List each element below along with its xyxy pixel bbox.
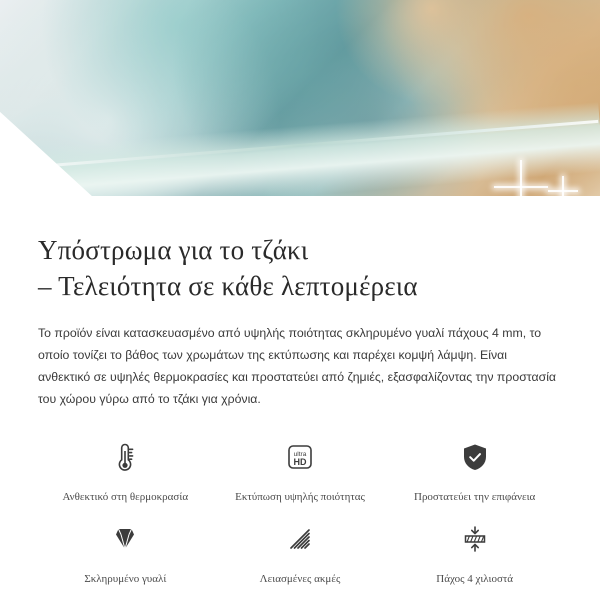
feature-item-surface-protection (387, 434, 562, 504)
svg-text:HD: HD (293, 457, 307, 467)
diamond-icon (102, 516, 148, 562)
feature-grid (38, 434, 562, 586)
thermometer-icon (102, 434, 148, 480)
content-area (0, 218, 600, 586)
page-title (38, 232, 562, 304)
feature-item-temperature (38, 434, 213, 504)
image-bottom-fade (0, 196, 600, 218)
feature-label: Λειασμένες ακμές (259, 573, 341, 585)
ultra-hd-badge-icon (277, 434, 323, 480)
feature-item-thickness (387, 516, 562, 586)
feature-item-polished-edges (213, 516, 388, 586)
feature-label: Σκληρυμένο γυαλί (84, 573, 167, 585)
svg-text:ultra: ultra (293, 451, 307, 458)
feature-label: Ανθεκτικό στη θερμοκρασία (62, 491, 189, 503)
feature-label: Προστατεύει την επιφάνεια (414, 491, 536, 503)
headline-line-1: Υπόστρωμα για το τζάκι (38, 235, 309, 265)
feature-item-tempered-glass (38, 516, 213, 586)
hero-product-image (0, 0, 600, 218)
thickness-arrows-icon (452, 516, 498, 562)
headline-line-2: – Τελειότητα σε κάθε λεπτομέρεια (38, 271, 418, 301)
feature-label: Εκτύπωση υψηλής ποιότητας (235, 491, 365, 503)
polished-edges-icon (277, 516, 323, 562)
shield-check-icon (452, 434, 498, 480)
body-paragraph: Το προϊόν είναι κατασκευασμένο από υψηλής ποιότητας σκληρυμένο γυαλί πάχους 4 mm, το οποίο τονίζει το βάθος των χρωμάτων της εκτύπωσης και παρέχει κομψή λάμψη. Είναι ανθεκτικό σε υψηλές θερμοκρασίες και προστατεύει από ζημιές, εξασφαλίζοντας την προστασία του χώρου γύρω από το τζάκι για χρόνια. (38, 326, 557, 406)
feature-label: Πάχος 4 χιλιοστά (436, 573, 514, 585)
feature-item-print-quality (213, 434, 388, 504)
